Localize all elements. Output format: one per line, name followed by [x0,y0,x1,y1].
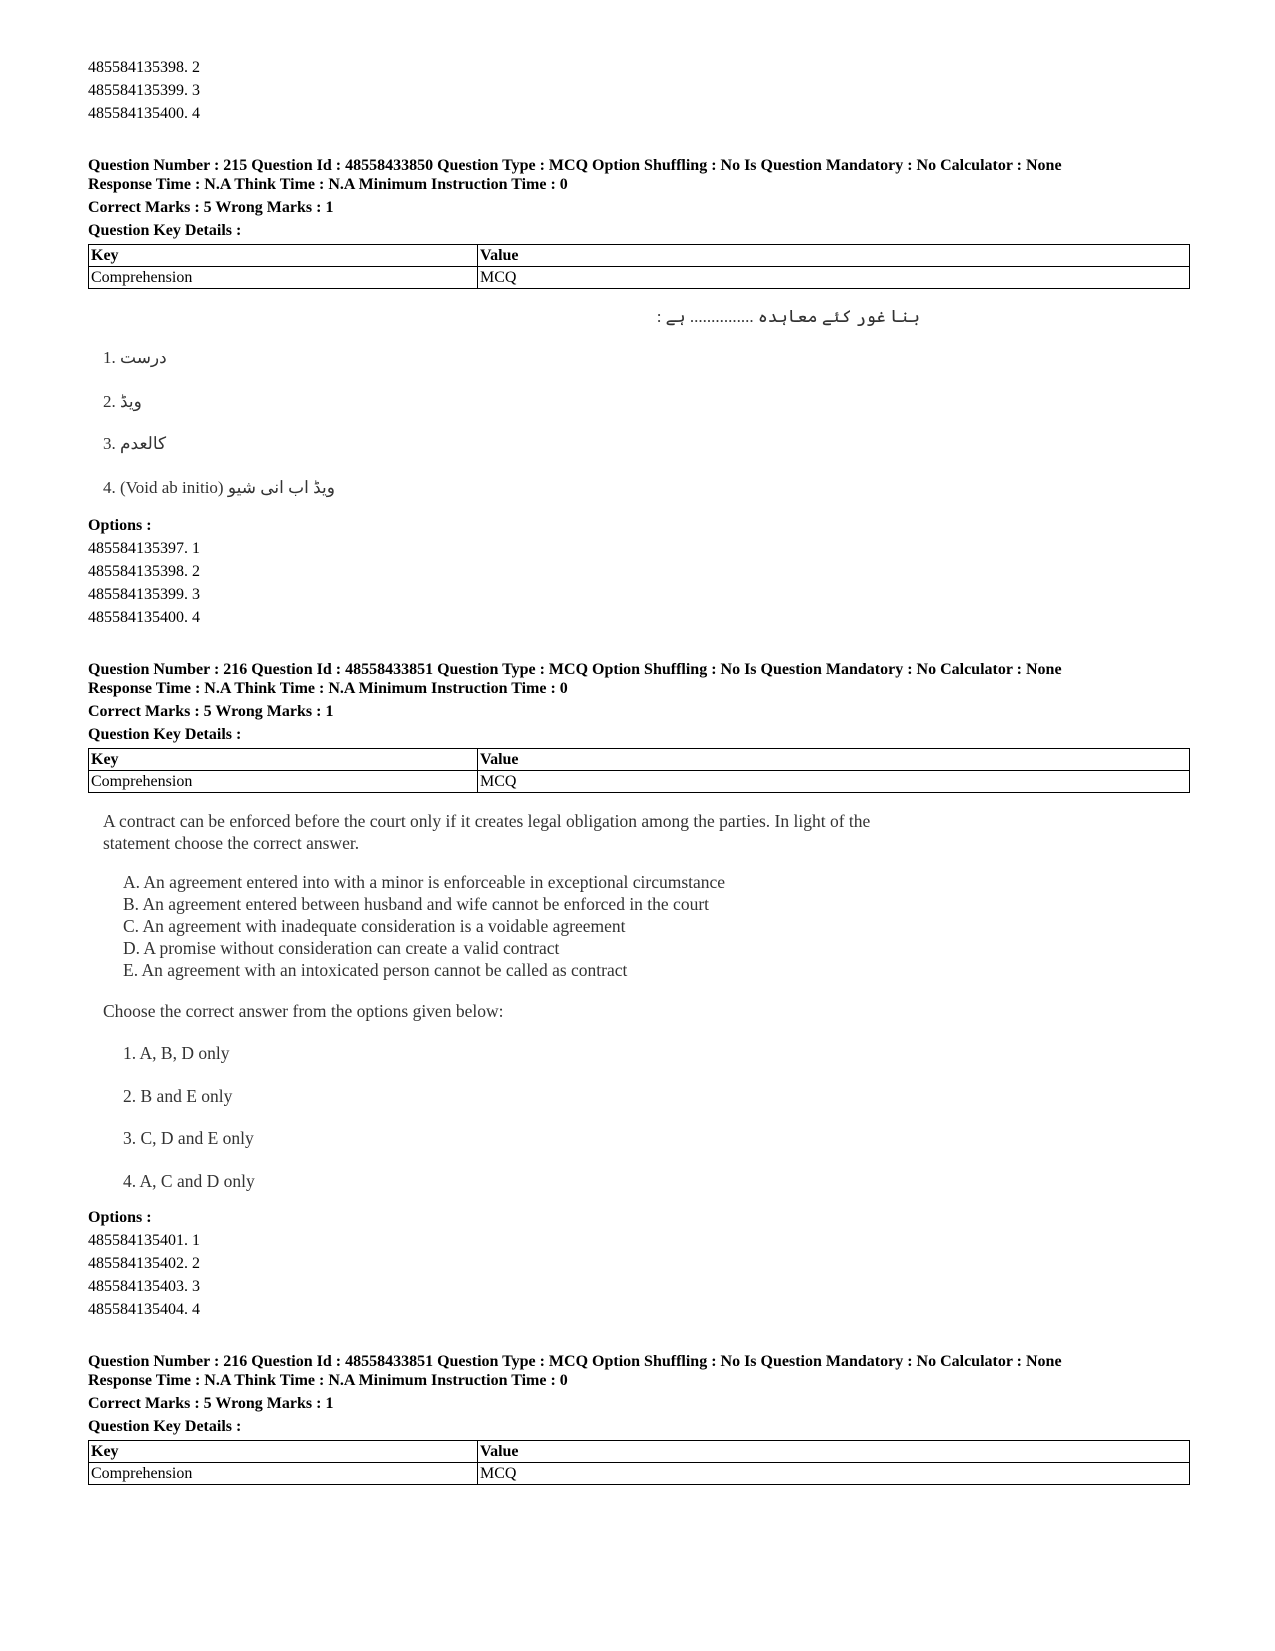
answer-choice: 3. C, D and E only [123,1128,254,1148]
answer-choice: 4. A, C and D only [123,1171,255,1191]
key-header: Key [89,1441,478,1463]
option-line: 485584135402. 2 [88,1255,200,1272]
question-statement: A contract can be enforced before the court only if it creates legal obligation among the parties. In light of the [103,811,871,831]
answer-choice [103,348,167,368]
option-line: 485584135400. 4 [88,105,200,122]
question-header: Question Number : 216 Question Id : 48558433851 Question Type : MCQ Option Shuffling : No Is Question Mandatory : No Calculator : None [88,1353,1062,1370]
answer-text: درست [120,348,167,367]
question-marks: Correct Marks : 5 Wrong Marks : 1 [88,703,334,720]
value-header: Value [478,749,1190,771]
question-marks: Correct Marks : 5 Wrong Marks : 1 [88,1395,334,1412]
value-cell: MCQ [478,267,1190,289]
key-cell: Comprehension [89,267,478,289]
key-header: Key [89,245,478,267]
option-line: 485584135399. 3 [88,586,200,603]
key-header: Key [89,749,478,771]
option-line: 485584135400. 4 [88,609,200,626]
key-details-label: Question Key Details : [88,1418,242,1435]
option-line: 485584135401. 1 [88,1232,200,1249]
options-label: Options : [88,517,152,534]
option-line: 485584135397. 1 [88,540,200,557]
answer-number: 2. [103,392,116,411]
key-details-table [88,748,1190,793]
value-header: Value [478,245,1190,267]
answer-text: ویڈ اب انی شیو (Void ab initio) [120,478,335,497]
value-header: Value [478,1441,1190,1463]
key-details-label: Question Key Details : [88,222,242,239]
key-cell: Comprehension [89,1463,478,1485]
answer-choice: 2. B and E only [123,1086,233,1106]
option-line: 485584135403. 3 [88,1278,200,1295]
answer-number: 3. [103,434,116,453]
answer-choice [103,478,335,498]
key-details-label: Question Key Details : [88,726,242,743]
question-header: Question Number : 215 Question Id : 48558433850 Question Type : MCQ Option Shuffling : No Is Question Mandatory : No Calculator : None [88,157,1062,174]
question-text-urdu: بنا غور کئے معاہدہ ............... ہے : [656,307,920,326]
statement-item: C. An agreement with inadequate consideration is a voidable agreement [123,916,626,936]
answer-number: 4. [103,478,116,497]
answer-choice [103,434,166,454]
key-details-table [88,244,1190,289]
question-statement: statement choose the correct answer. [103,833,360,853]
statement-item: D. A promise without consideration can create a valid contract [123,938,560,958]
answer-choice: 1. A, B, D only [123,1043,230,1063]
option-line: 485584135399. 3 [88,82,200,99]
value-cell: MCQ [478,1463,1190,1485]
statement-item: E. An agreement with an intoxicated person cannot be called as contract [123,960,628,980]
answer-number: 1. [103,348,116,367]
question-marks: Correct Marks : 5 Wrong Marks : 1 [88,199,334,216]
statement-item: A. An agreement entered into with a minor is enforceable in exceptional circumstance [123,872,726,892]
value-cell: MCQ [478,771,1190,793]
answer-text: ویڈ [120,392,142,411]
question-timing: Response Time : N.A Think Time : N.A Minimum Instruction Time : 0 [88,680,568,697]
option-line: 485584135398. 2 [88,563,200,580]
key-details-table [88,1440,1190,1485]
options-label: Options : [88,1209,152,1226]
option-line: 485584135398. 2 [88,59,200,76]
choose-prompt: Choose the correct answer from the options given below: [103,1001,504,1021]
question-timing: Response Time : N.A Think Time : N.A Minimum Instruction Time : 0 [88,1372,568,1389]
question-timing: Response Time : N.A Think Time : N.A Minimum Instruction Time : 0 [88,176,568,193]
statement-item: B. An agreement entered between husband and wife cannot be enforced in the court [123,894,710,914]
key-cell: Comprehension [89,771,478,793]
question-header: Question Number : 216 Question Id : 48558433851 Question Type : MCQ Option Shuffling : No Is Question Mandatory : No Calculator : None [88,661,1062,678]
option-line: 485584135404. 4 [88,1301,200,1318]
answer-text: کالعدم [120,434,167,453]
answer-choice [103,392,142,412]
